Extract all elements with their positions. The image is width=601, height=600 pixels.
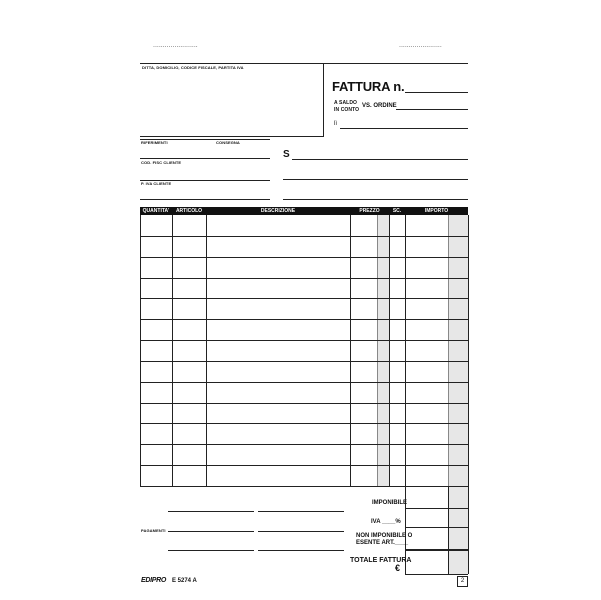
- riferimenti-label: RIFERIMENTI: [141, 140, 168, 145]
- brand-logo: EDIPRO: [141, 577, 167, 584]
- date-line[interactable]: [340, 128, 468, 129]
- header-quantita: QUANTITA': [142, 208, 170, 214]
- addressee-line-3[interactable]: [283, 199, 468, 200]
- top-blank-left: .......................: [153, 42, 198, 49]
- addressee-line-2[interactable]: [283, 179, 468, 180]
- pagamenti-line-1b[interactable]: [258, 511, 344, 512]
- table-column-line: [172, 215, 173, 486]
- invoice-title: FATTURA n.: [332, 79, 405, 94]
- addressee-line-1[interactable]: [292, 159, 468, 160]
- totale-bottom-rule: [405, 574, 468, 575]
- table-row[interactable]: [140, 444, 468, 445]
- table-column-line: [377, 215, 378, 486]
- addressee-label: S: [283, 149, 290, 160]
- vs-ordine-line[interactable]: [396, 109, 468, 110]
- a-saldo-label: A SALDO: [334, 100, 358, 106]
- table-row[interactable]: [140, 257, 468, 258]
- table-row[interactable]: [140, 278, 468, 279]
- table-row[interactable]: [140, 340, 468, 341]
- table-row[interactable]: [140, 298, 468, 299]
- iva-label: IVA ____%: [371, 519, 401, 525]
- table-row[interactable]: [140, 361, 468, 362]
- totale-fattura-label: TOTALE FATTURA: [350, 557, 412, 564]
- header-articolo: ARTICOLO: [175, 208, 203, 214]
- pagamenti-line-2a[interactable]: [168, 531, 254, 532]
- sender-top-rule: [140, 63, 468, 64]
- totals-divider-decimal: [448, 486, 449, 574]
- sender-label: DITTA, DOMICILIO, CODICE FISCALE, PARTITA IVA: [142, 65, 244, 70]
- header-sc: SC.: [392, 208, 402, 214]
- table-row[interactable]: [140, 486, 468, 487]
- table-column-line: [140, 215, 141, 486]
- top-blank-right: ......................: [399, 42, 442, 49]
- table-row[interactable]: [140, 465, 468, 466]
- header-descrizione: DESCRIZIONE: [260, 208, 296, 214]
- table-column-line: [350, 215, 351, 486]
- consegna-label: CONSEGNA: [216, 140, 240, 145]
- pagamenti-line-1a[interactable]: [168, 511, 254, 512]
- table-row[interactable]: [140, 236, 468, 237]
- sender-bottom-rule: [140, 136, 324, 137]
- form-code: E 5274 A: [172, 578, 197, 584]
- sender-divider: [323, 63, 324, 136]
- pagamenti-line-3b[interactable]: [258, 550, 344, 551]
- table-column-line: [405, 215, 406, 486]
- iva-rule: [405, 527, 468, 528]
- table-row[interactable]: [140, 403, 468, 404]
- items-table: [140, 215, 468, 486]
- riferimenti-line[interactable]: [140, 158, 270, 159]
- invoice-number-line[interactable]: [405, 92, 468, 93]
- totals-right-edge: [468, 486, 469, 574]
- table-row[interactable]: [140, 319, 468, 320]
- header-prezzo: PREZZO: [359, 208, 380, 214]
- pagamenti-line-3a[interactable]: [168, 550, 254, 551]
- euro-symbol: €: [395, 563, 401, 573]
- table-row[interactable]: [140, 423, 468, 424]
- table-column-line: [389, 215, 390, 486]
- date-prefix: lì: [334, 121, 337, 127]
- non-imponibile-label-1: NON IMPONIBILE O: [356, 533, 413, 539]
- cod-fisc-label: COD. FISC CLIENTE: [141, 160, 182, 165]
- vs-ordine-label: VS. ORDINE: [362, 103, 397, 109]
- imponibile-rule: [405, 508, 468, 509]
- table-column-line: [468, 215, 469, 486]
- in-conto-label: IN CONTO: [334, 107, 360, 113]
- non-imponibile-label-2: ESENTE ART.____: [356, 540, 409, 546]
- table-column-line: [448, 215, 449, 486]
- piva-label: P. IVA CLIENTE: [141, 181, 172, 186]
- piva-line[interactable]: [140, 199, 270, 200]
- non-imponibile-rule: [405, 549, 468, 551]
- imponibile-label: IMPONIBILE: [372, 500, 408, 506]
- pagamenti-line-2b[interactable]: [258, 531, 344, 532]
- page-number-box: 2: [457, 576, 468, 587]
- pagamenti-label: PAGAMENTI: [141, 528, 166, 533]
- table-row[interactable]: [140, 382, 468, 383]
- header-importo: IMPORTO: [424, 208, 449, 214]
- table-column-line: [206, 215, 207, 486]
